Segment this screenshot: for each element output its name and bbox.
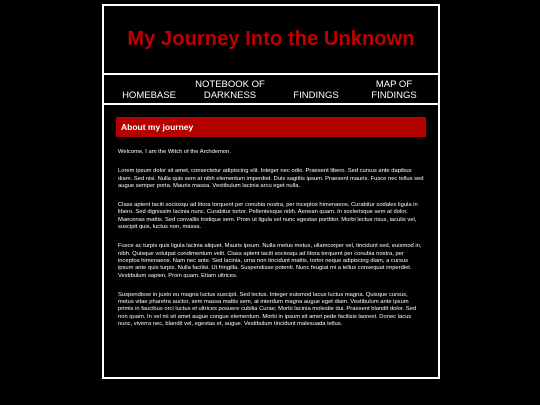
main-nav: [104, 73, 438, 105]
paragraph: Fusce ac turpis quis ligula lacinia aliquet. Mauris ipsum. Nulla metus metus, ullamcorper vel, tincidunt sed, euismod in, nibh. Quisque volutpat condimentum velit. Class aptent taciti sociosqu ad litora torquent per conubia nostra, per inceptos himenaeos. Nam nec ante. Sed lacinia, urna non tincidunt mattis, tortor neque adipiscing diam, a cursus ipsum ante quis turpis. Nulla facilisi. Ut fringilla. Suspendisse potenti. Nunc feugiat mi a tellus consequat imperdiet. Vestibulum sapien. Proin quam. Etiam ultrices.: [118, 243, 422, 279]
nav-map-link[interactable]: MAP OF FINDINGS: [371, 79, 417, 101]
main-content: [104, 105, 438, 328]
site-title: My Journey Into the Unknown: [127, 28, 415, 50]
page-frame: [102, 4, 440, 379]
intro-text: Welcome, I am the Witch of the Archdemon.: [118, 149, 231, 155]
section-title: About my journey: [116, 117, 426, 137]
paragraph: Lorem ipsum dolor sit amet, consectetur adipiscing elit. Integer nec odio. Praesent libero. Sed cursus ante dapibus diam. Sed nisi. Nulla quis sem at nibh elementum imperdiet. Duis sagittis ipsum. Praesent mauris. Fusce nec tellus sed augue semper porta. Mauris massa. Vestibulum lacinia arcu eget nulla.: [118, 168, 424, 189]
paragraph: Suspendisse in justo eu magna luctus suscipit. Sed lectus. Integer euismod lacus luctus magna. Quisque cursus, metus vitae pharetra auctor, sem massa mattis sem, at interdum magna augue eget diam. Vestibulum ante ipsum primis in faucibus orci luctus et ultrices posuere cubilia Curae; Morbi lacinia molestie dui. Praesent blandit dolor. Sed non quam. In vel mi sit amet augue congue elementum. Morbi in ipsum sit amet pede facilisis laoreet. Donec lacus nunc, viverra nec, blandit vel, egestas et, augue. Vestibulum tincidunt malesuada tellus.: [118, 291, 417, 328]
nav-notebook-link[interactable]: NOTEBOOK OF DARKNESS: [195, 79, 265, 101]
nav-findings-link[interactable]: FINDINGS: [293, 90, 339, 101]
paragraph: Class aptent taciti sociosqu ad litora torquent per conubia nostra, per inceptos himenaeos. Curabitur sodales ligula in libero. Sed dignissim lacinia nunc. Curabitur tortor. Pellentesque nibh. Aenean quam. In scelerisque sem at dolor. Maecenas mattis. Sed convallis tristique sem. Proin ut ligula vel nunc egestas porttitor. Morbi lectus risus, iaculis vel, suscipit quis, luctus non, massa.: [118, 202, 418, 231]
nav-homebase-link[interactable]: HOMEBASE: [122, 90, 176, 101]
site-header: [104, 6, 438, 73]
